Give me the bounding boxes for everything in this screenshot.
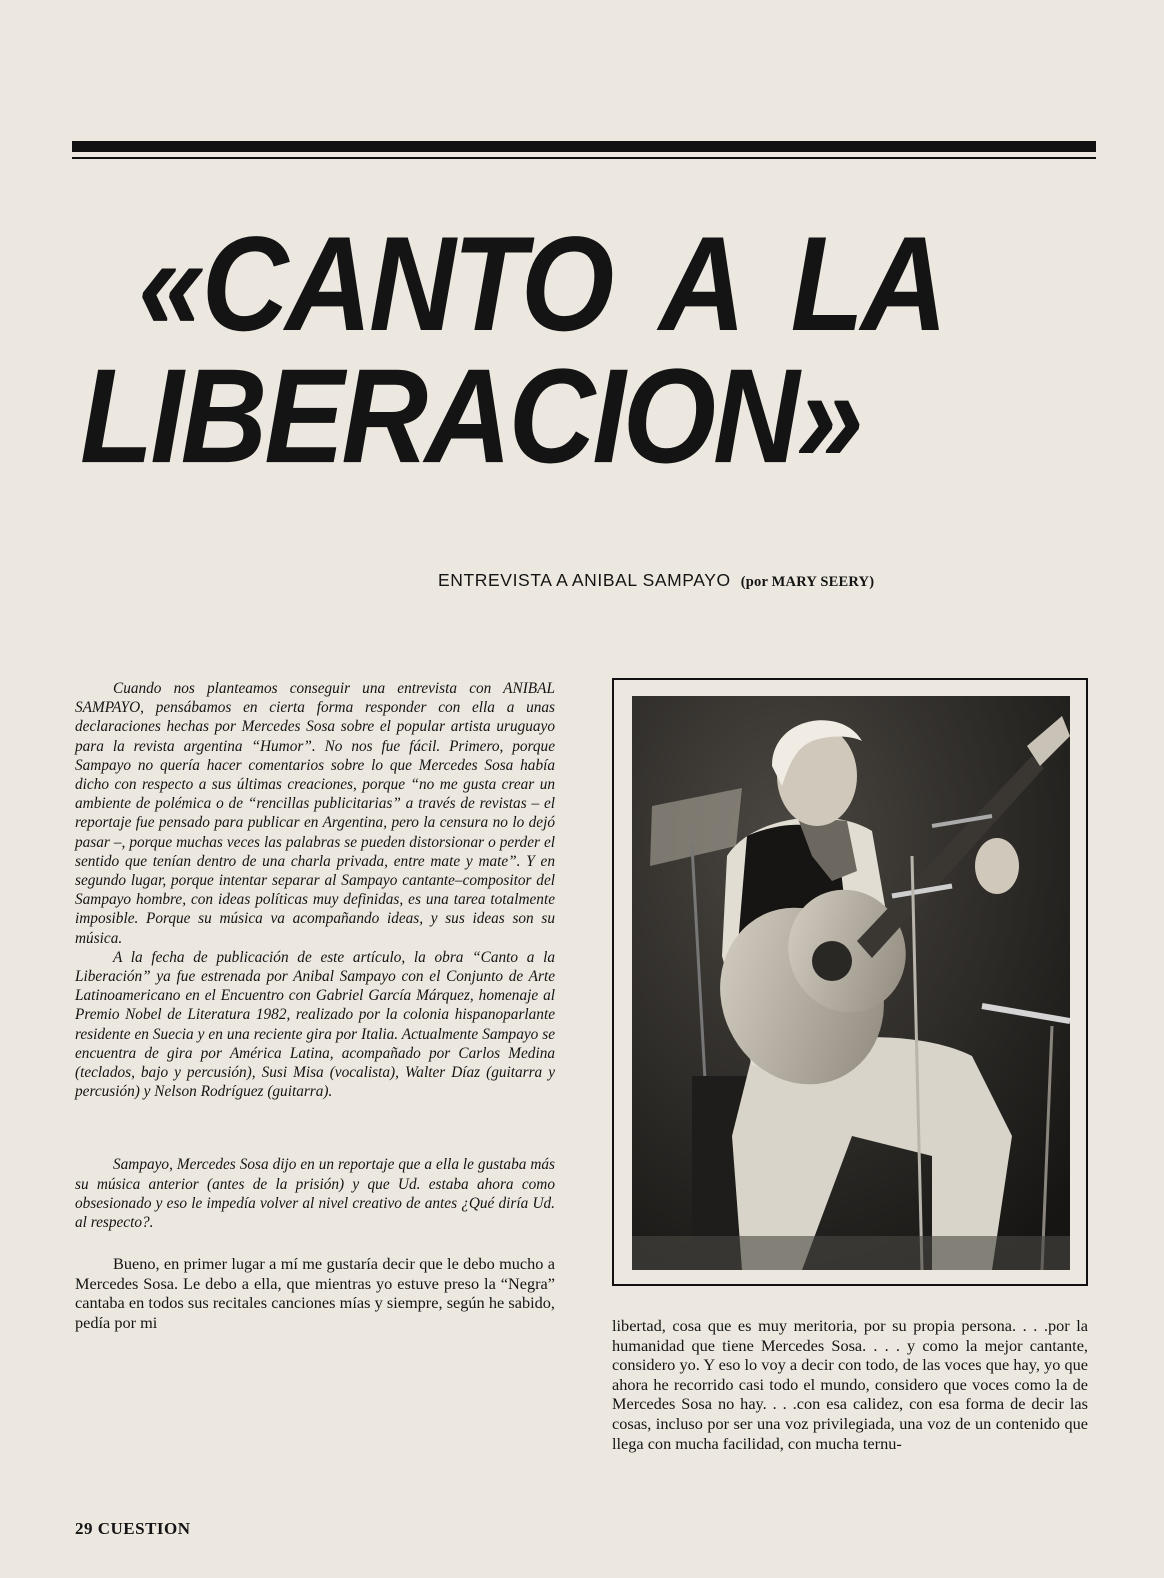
- headline-line-2: LIBERACION»: [80, 341, 861, 492]
- subtitle: [438, 570, 1058, 591]
- headline: [80, 209, 1080, 492]
- header-rule-thin: [72, 157, 1096, 159]
- intro-text: [75, 679, 555, 1101]
- right-column: [612, 1316, 1088, 1453]
- guitarist-photo: [632, 696, 1070, 1270]
- intro-paragraph-1: Cuando nos planteamos conseguir una entrevista con ANIBAL SAMPAYO, pensábamos en cierta forma responder con ella a unas declaraciones hechas por Mercedes Sosa sobre el popular artista uruguayo para la revista argentina “Humor”. No nos fue fácil. Primero, porque Sampayo no quería hacer comentarios sobre lo que Mercedes Sosa había dicho con respecto a sus últimas creaciones, porque “no me gusta crear un ambiente de polémica o de “rencillas publicitarias” a través de revistas – el reportaje fue pensado para publicar en Argentina, pero la censura no lo dejó pasar –, porque muchas veces las palabras se pueden distorsionar o perder el sentido que tenían dentro de una charla privada, entre mate y mate”. Y en segundo lugar, porque intentar separar al Sampayo cantante–compositor del Sampayo hombre, con ideas políticas muy definidas, es una tarea totalmente imposible. Porque su música va acompañando ideas, y sus ideas son su música.: [75, 680, 555, 947]
- interview-question: [75, 1155, 555, 1232]
- intro-paragraph-2: A la fecha de publicación de este artículo, la obra “Canto a la Liberación” ya fue estrenada por Anibal Sampayo con el Conjunto de Arte Latinoamericano en el Encuentro con Gabriel García Márquez, homenaje al Premio Nobel de Literatura 1982, realizado por la colonia hispanoparlante residente en Suecia y en una reciente gira por Italia. Actualmente Sampayo se encuentra de gira por América Latina, acompañado por Carlos Medina (teclados, bajo y percusión), Susi Misa (vocalista), Walter Díaz (guitarra y percusión) y Nelson Rodríguez (guitarra).: [75, 948, 555, 1101]
- subtitle-main: ENTREVISTA A ANIBAL SAMPAYO: [438, 570, 731, 590]
- page-folio: 29 CUESTION: [75, 1519, 191, 1538]
- headline-line-1: «CANTO A LA: [138, 209, 945, 360]
- guitarist-photo-illustration: [632, 696, 1070, 1270]
- byline: (por MARY SEERY): [740, 574, 875, 590]
- answer-text-right: libertad, cosa que es muy meritoria, por su propia persona. . . .por la humanidad que tiene Mercedes Sosa. . . . y como la mejor cantante, considero yo. Y eso lo voy a decir con todo, de las voces que hay, yo que ahora he recorrido casi todo el mundo, considero que voces como la de Mercedes Sosa no hay. . . .con esa calidez, con esa forma de decir las cosas, incluso por ser una voz privilegiada, una voz de un contenido que llega con mucha facilidad, con mucha ternu-: [612, 1316, 1088, 1453]
- left-column: [75, 679, 555, 1333]
- photo-frame: [612, 678, 1088, 1286]
- answer-text-left: Bueno, en primer lugar a mí me gustaría decir que le debo mucho a Mercedes Sosa. Le debo a ella, que mientras yo estuve preso la “Negra” cantaba en todos sus recitales canciones mías y siempre, según he sabido, pedía por mi: [75, 1254, 555, 1333]
- header-rule-thick: [72, 141, 1096, 152]
- question-text: Sampayo, Mercedes Sosa dijo en un reportaje que a ella le gustaba más su música anterior (antes de la prisión) y que Ud. estaba ahora como obsesionado y eso le impedía volver al nivel creativo de antes ¿Qué diría Ud. al respecto?.: [75, 1156, 555, 1232]
- interview-answer-start: [75, 1254, 555, 1332]
